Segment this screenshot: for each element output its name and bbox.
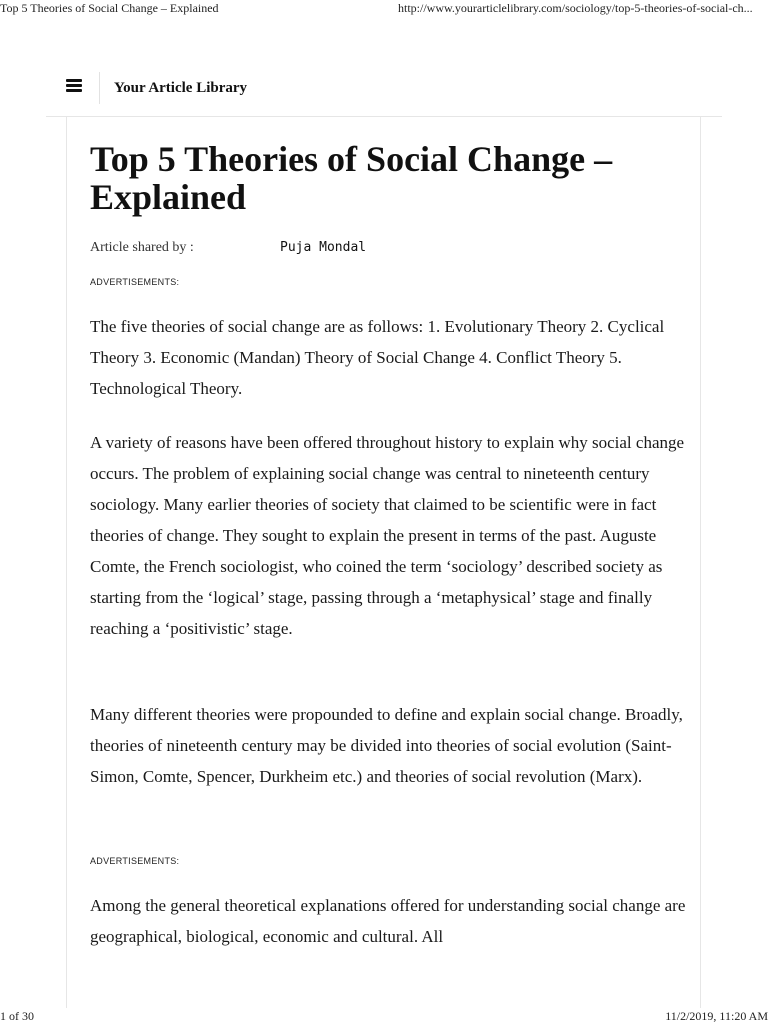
- article-paragraph: A variety of reasons have been offered throughout history to explain why social change occurs. The problem of explaining social change was central to nineteenth century sociology. Many earlier theories of society that claimed to be scientific were in fact theories of change. They sought to explain the present in terms of the past. Auguste Comte, the French sociologist, who coined the term ‘sociology’ described society as starting from the ‘logical’ stage, passing through a ‘metaphysical’ stage and finally reaching a ‘positivistic’ stage.: [90, 433, 685, 638]
- print-datetime: 11/2/2019, 11:20 AM: [665, 1009, 768, 1023]
- advertisement-label: ADVERTISEMENTS:: [90, 856, 180, 866]
- byline: [90, 238, 367, 258]
- article-title: Top 5 Theories of Social Change – Explained: [90, 139, 613, 217]
- article-paragraph: The five theories of social change are as follows: 1. Evolutionary Theory 2. Cyclical Theory 3. Economic (Mandan) Theory of Social Change 4. Conflict Theory 5. Technological Theory.: [90, 317, 665, 398]
- print-header-url: http://www.yourarticlelibrary.com/sociology/top-5-theories-of-social-ch...: [398, 1, 753, 15]
- menu-icon[interactable]: [66, 79, 82, 93]
- header-divider: [99, 72, 100, 104]
- print-header: [0, 0, 768, 18]
- byline-label: Article shared by :: [90, 240, 194, 255]
- site-header: [46, 70, 722, 117]
- article-paragraph: Many different theories were propounded to define and explain social change. Broadly, theories of nineteenth century may be divided into theories of social evolution (Saint-Simon, Comte, Spencer, Durkheim etc.) and theories of social revolution (Marx).: [90, 705, 683, 786]
- print-header-title: Top 5 Theories of Social Change – Explained: [0, 1, 219, 15]
- print-footer: [0, 1008, 768, 1024]
- advertisement-label: ADVERTISEMENTS:: [90, 277, 180, 287]
- site-name-link[interactable]: Your Article Library: [114, 80, 248, 96]
- article-paragraph: Among the general theoretical explanations offered for understanding social change are geographical, biological, economic and cultural. All: [90, 896, 686, 946]
- author-name[interactable]: Puja Mondal: [280, 240, 367, 255]
- page-count: 1 of 30: [0, 1009, 34, 1023]
